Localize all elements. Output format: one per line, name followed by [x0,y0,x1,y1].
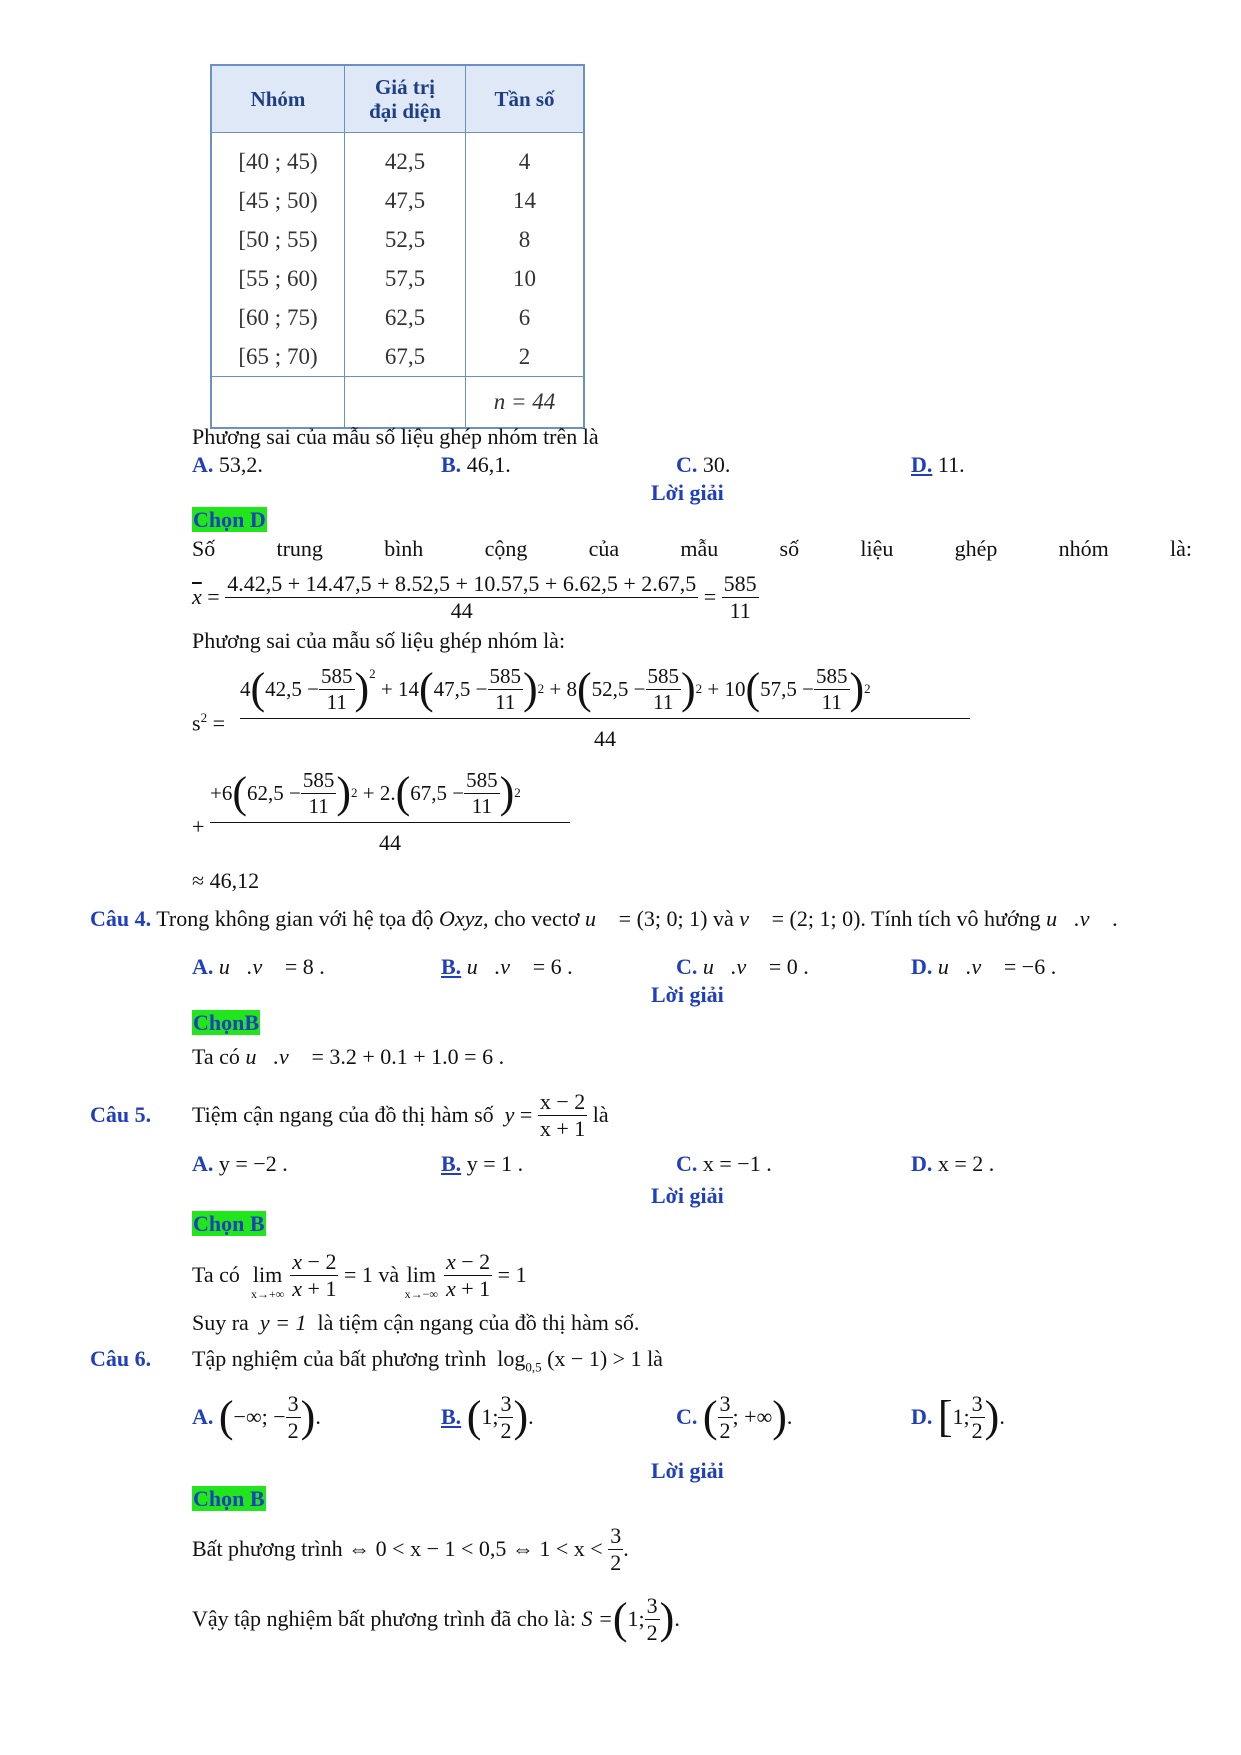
question-label: Câu 5. [90,1102,152,1127]
table-header-group: Nhóm [211,65,345,133]
variance-denominator-2: 44 [379,830,401,855]
q3-mean-text: Số trung bình cộng của mẫu số liệu ghép nhóm là: [192,536,1192,561]
q3-option-b[interactable] [441,452,511,478]
table-cell [345,377,466,429]
option-text: 30. [702,452,731,477]
q5-solution-title: Lời giải [651,1183,724,1208]
table-cell: [45 ; 50) [211,181,345,220]
option-text: 53,2. [218,452,263,477]
q5-option-a[interactable]: A. y = −2 . [192,1151,288,1176]
mean-result [722,571,759,624]
q3-question: Phương sai của mẫu số liệu ghép nhóm trên là [192,424,599,449]
q6-step1: Bất phương trình ⇔ 0 < x − 1 < 0,5 ⇔ 1 < x < $\frac{3}{2}$ . [192,1522,629,1575]
q4-option-b[interactable]: B. u⃗.v⃗ = 6 . [441,954,573,979]
q5-option-b[interactable]: B. y = 1 . [441,1151,524,1176]
table-cell: 57,5 [345,259,466,298]
table-header-frequency: Tần số [466,65,585,133]
q6-option-b[interactable]: B. ( 1; $\frac{3}{2}$ ) . [441,1390,534,1443]
mean-symbol: $\overline{x}$ = [192,584,226,609]
table-header-value [345,65,466,133]
q6-option-a[interactable]: A. ( −∞; − $\frac{3}{2}$ ) . [192,1390,321,1443]
q6-step2: Vậy tập nghiệm bất phương trình đã cho là: S = ( 1; $\frac{3}{2}$ ) . [192,1592,680,1645]
mean-numerator: 4.42,5 + 14.47,5 + 8.52,5 + 10.57,5 + 6.62,5 + 2.67,5 [227,570,697,596]
q6-option-d[interactable]: D. [ 1; $\frac{3}{2}$ ) . [911,1390,1005,1443]
q5-question: Câu 5. Tiệm cận ngang của đồ thị hàm số y = $\frac{x - 2}{x + 1}$ là [90,1088,609,1141]
table-cell: 6 [466,298,585,337]
q4-option-a[interactable]: A. u⃗.v⃗ = 8 . [192,954,325,979]
question-label: Câu 6. [90,1346,152,1371]
q3-chosen-answer: Chọn D [193,507,266,532]
function-fraction: $\frac{x - 2}{x + 1}$ [539,1088,586,1141]
variance-denominator: 44 [594,726,616,751]
option-label: B. [441,452,462,477]
table-cell: [60 ; 75) [211,298,345,337]
table-cell: [50 ; 55) [211,220,345,259]
table-row [211,259,584,298]
table-cell [211,377,345,429]
q5-limits: Ta có lim x→+∞ $\frac{x - 2}{x + 1}$ = 1 và lim x→−∞ $\frac{x - 2}{x + 1}$ = 1 [192,1248,527,1301]
table-cell: 47,5 [345,181,466,220]
table-cell: 2 [466,337,585,377]
q3-variance-text: Phương sai của mẫu số liệu ghép nhóm là: [192,628,566,653]
frequency-table [210,64,585,429]
table-cell: 67,5 [345,337,466,377]
q3-variance-formula-2: + +6 ( 62,5 − $\frac{585}{11}$ ) 2 + 2. ( 67,5 − $\frac{585}{11}$ ) 2 44 [192,764,592,860]
q3-option-d[interactable] [911,452,965,478]
q5-chosen-answer: Chọn B [193,1211,265,1236]
coordinate-system: Oxyz [439,906,483,931]
option-label: D. [911,452,933,477]
mean-denominator: 44 [450,597,473,623]
q3-solution-title: Lời giải [651,480,724,505]
option-text: 46,1. [466,452,511,477]
q3-option-a[interactable] [192,452,263,478]
q4-chosen-answer: ChọnB [193,1010,260,1035]
table-row [211,220,584,259]
q4-option-c[interactable]: C. u⃗.v⃗ = 0 . [676,954,809,979]
q3-option-c[interactable] [676,452,730,478]
q4-solution: Ta có u⃗.v⃗ = 3.2 + 0.1 + 1.0 = 6 . [192,1044,505,1069]
table-cell: 52,5 [345,220,466,259]
table-header-value-line1: Giá trị [374,75,436,99]
table-cell: 14 [466,181,585,220]
q4-question: Câu 4. Trong không gian với hệ tọa độ Oxyz, cho vectơ u⃗ = (3; 0; 1) và v⃗ = (2; 1; 0). Tính tích vô hướng u⃗.v⃗ . [90,906,1118,931]
q4-option-d[interactable]: D. u⃗.v⃗ = −6 . [911,954,1057,979]
option-label: A. [192,452,214,477]
table-cell: 10 [466,259,585,298]
q6-question: Câu 6. Tập nghiệm của bất phương trình $\log_{0,5} (x - 1) > 1$ là [90,1346,663,1375]
q3-variance-formula-1: $s^2$ = 4 ( 42,5 − $\frac{585}{11}$ ) $^2$ + 14 ( 47,5 − $\frac{585}{11}$ ) 2 + 8 ( 52,5 − $\frac{585}{11}$ ) 2 + 10 ( 57,5 − $\frac{585}{11}$ ) 2 44 [192,660,972,756]
table-total-row [211,377,584,429]
table-row [211,298,584,337]
q3-approx: ≈ 46,12 [192,868,260,893]
q6-option-c[interactable]: C. ( $\frac{3}{2}$ ; +∞ ) . [676,1390,793,1443]
table-cell: [55 ; 60) [211,259,345,298]
table-cell: 4 [466,133,585,182]
q6-chosen-answer: Chọn B [193,1486,265,1511]
q5-conclusion: Suy ra y = 1 là tiệm cận ngang của đồ thị hàm số. [192,1310,640,1335]
table-row [211,181,584,220]
q5-option-c[interactable]: C. x = −1 . [676,1151,772,1176]
table-row [211,133,584,182]
option-label: C. [676,452,698,477]
q3-mean-formula: $\overline{x}$ = $\frac{4.42,5 + 14.47,5 + 8.52,5 + 10.57,5 + 6.62,5 + 2.67,5}{44}$ = $\frac{585}{11}$ [192,570,757,623]
q5-option-d[interactable]: D. x = 2 . [911,1151,995,1176]
table-cell: 8 [466,220,585,259]
mean-result-numerator: 585 [723,570,757,596]
table-cell: 42,5 [345,133,466,182]
table-cell: [65 ; 70) [211,337,345,377]
q4-solution-title: Lời giải [651,982,724,1007]
table-row [211,337,584,377]
table-header-value-line2: đại diện [369,99,441,123]
option-text: 11. [937,452,965,477]
mean-fraction [225,571,698,624]
question-label: Câu 4. [90,906,152,931]
mean-result-denominator: 11 [729,597,751,623]
table-total-cell: n = 44 [466,377,585,429]
table-cell: [40 ; 45) [211,133,345,182]
table-cell: 62,5 [345,298,466,337]
q6-solution-title: Lời giải [651,1458,724,1483]
